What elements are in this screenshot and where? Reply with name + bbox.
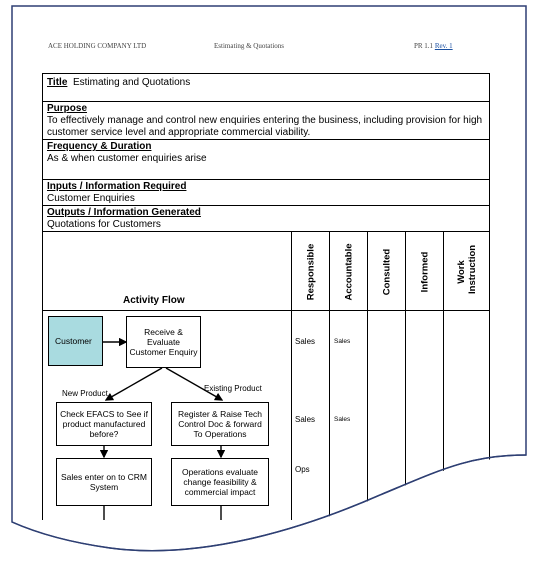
raci-header-work-instruction: Work Instruction	[455, 244, 478, 294]
frequency-text: As & when customer enquiries arise	[47, 153, 207, 164]
outputs-text: Quotations for Customers	[47, 219, 161, 230]
raci-row2-responsible: Sales	[295, 415, 316, 424]
header-company: ACE HOLDING COMPANY LTD	[48, 42, 147, 50]
outputs-label: Outputs / Information Generated	[47, 207, 201, 218]
raci-row1-accountable: Sales	[334, 338, 351, 345]
new-product-label: New Product	[62, 389, 108, 398]
check-efacs-box: Check EFACS to See if product manufactured before?	[56, 402, 152, 446]
receive-enquiry-box: Receive & Evaluate Customer Enquiry	[126, 316, 201, 368]
header-ref: PR 1.1	[414, 42, 434, 50]
inputs-text: Customer Enquiries	[47, 193, 135, 204]
activity-flow-label: Activity Flow	[123, 295, 185, 306]
purpose-label: Purpose	[47, 103, 88, 114]
existing-product-label: Existing Product	[204, 384, 262, 393]
raci-header-informed: Informed	[419, 251, 430, 293]
title-label: Title	[47, 77, 68, 88]
frequency-label: Frequency & Duration	[47, 141, 152, 152]
title-value: Estimating and Quotations	[72, 77, 191, 88]
customer-box: Customer	[48, 316, 103, 366]
raci-row2-accountable: Sales	[334, 416, 351, 423]
purpose-text: To effectively manage and control new enquiries entering the business, including provision for high customer service level and appropriate commercial viability.	[47, 115, 483, 138]
crm-box: Sales enter on to CRM System	[56, 458, 152, 506]
ops-evaluate-box: Operations evaluate change feasibility & commercial impact	[171, 458, 269, 506]
raci-row3-responsible: Ops	[295, 465, 310, 474]
raci-header-accountable: Accountable	[343, 243, 354, 301]
register-box: Register & Raise Tech Control Doc & forward To Operations	[171, 402, 269, 446]
header-revision: Rev. 1	[434, 42, 453, 50]
header-doc-title: Estimating & Quotations	[214, 42, 284, 50]
raci-header-consulted: Consulted	[381, 248, 392, 296]
inputs-label: Inputs / Information Required	[47, 181, 187, 192]
raci-header-responsible: Responsible	[305, 243, 316, 301]
raci-row1-responsible: Sales	[295, 337, 316, 346]
